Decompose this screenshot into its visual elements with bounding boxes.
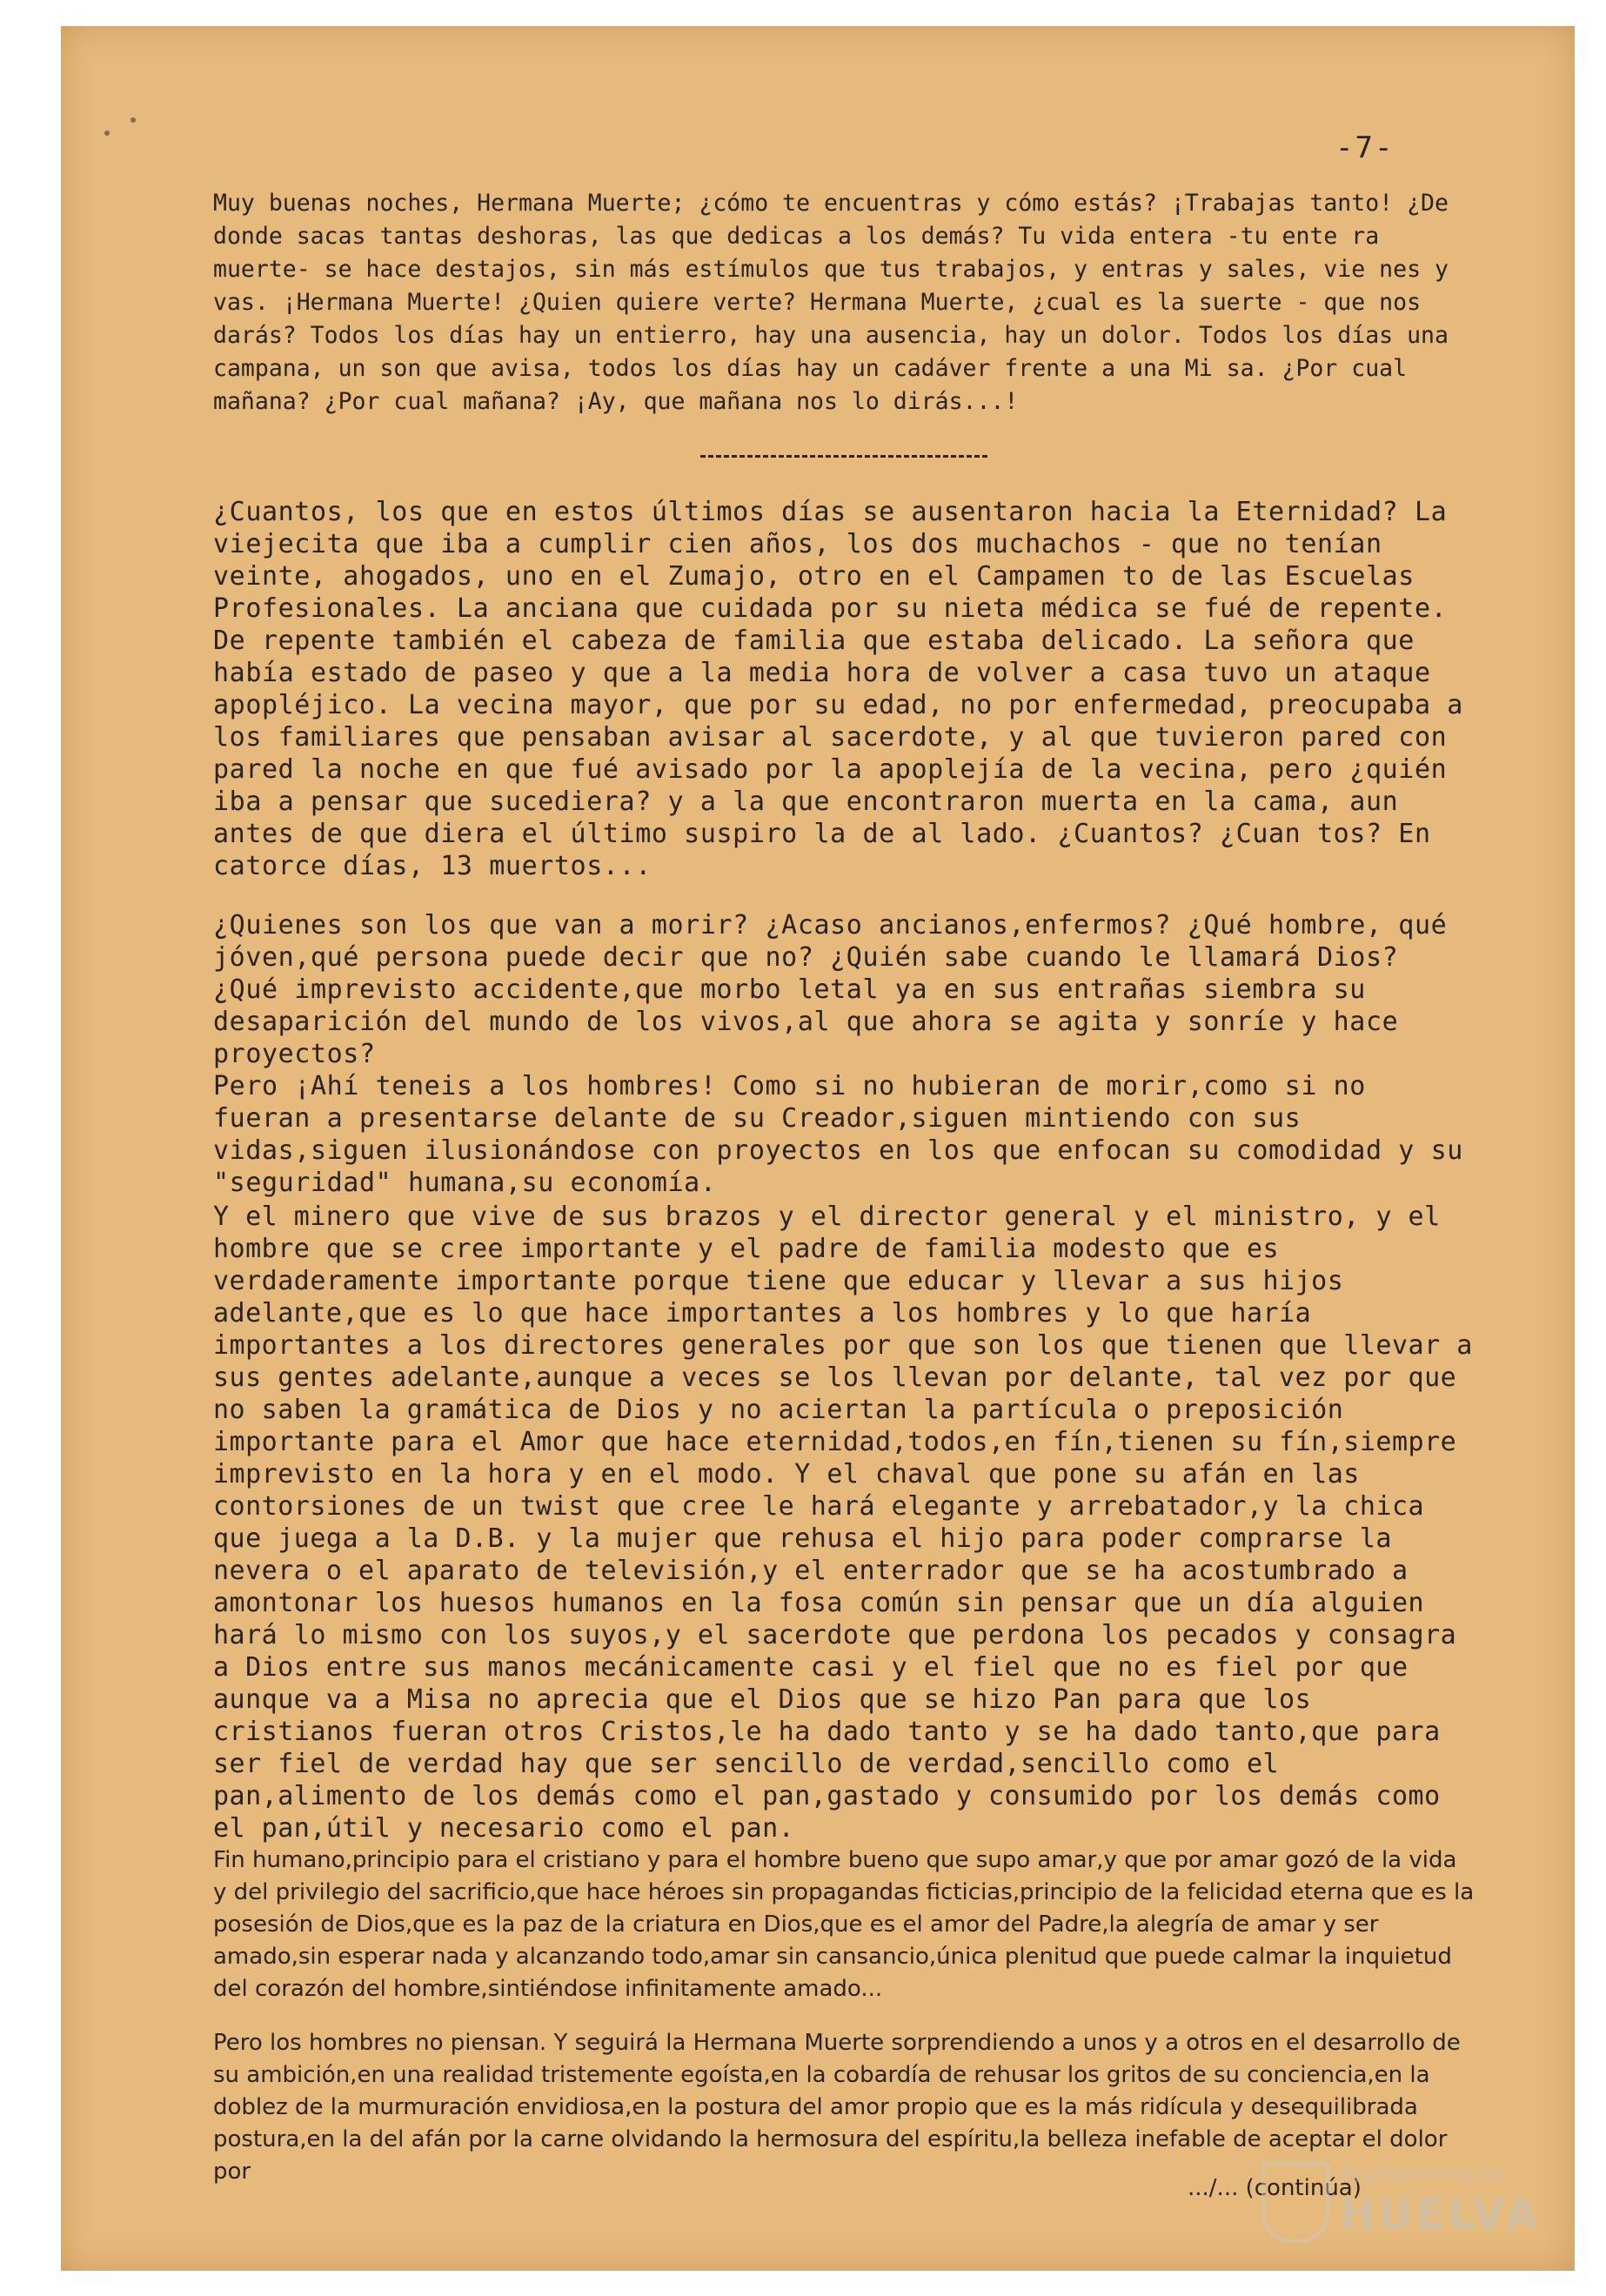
page-number: -7- xyxy=(1335,131,1395,165)
watermark-line1: Ayuntamiento de xyxy=(1340,2164,1504,2186)
continuation-note: .../... (continúa) xyxy=(1188,2175,1362,2201)
paragraph-6: Fin humano,principio para el cristiano y para el hombre bueno que supo amar,y que por amar gozó de la vida y del privilegio del sacrificio,que hace héroes sin propagandas ficticias,principio de la felicidad eterna que es la posesión de Dios,que es la paz de la criatura en Dios,que es el amor del Padre,la alegría de amar y ser amado,sin esperar nada y alcanzando todo,amar sin cansancio,única plenitud que puede calmar la inquietud del corazón del hombre,sintiéndose infinitamente amado... xyxy=(213,1847,1475,2002)
paragraph-4: Pero ¡Ahí teneis a los hombres! Como si no hubieran de morir,como si no fueran a presentarse delante de su Creador,siguen mintiendo con sus vidas,siguen ilusionándose con proyectos en los que enfocan su comodidad y su "seguridad" humana,su economía. xyxy=(213,1071,1463,1198)
paragraph-1: Muy buenas noches, Hermana Muerte; ¿cómo te encuentras y cómo estás? ¡Trabajas tanto! ¿De donde sacas tantas deshoras, las que dedicas a los demás? Tu vida entera -tu ente ra muerte- se hace destajos, sin más estímulos que tus trabajos, y entras y sales, vie nes y vas. ¡Hermana Muerte! ¿Quien quiere verte? Hermana Muerte, ¿cual es la suerte - que nos darás? Todos los días hay un entierro, hay una ausencia, hay un dolor. Todos los días una campana, un son que avisa, todos los días hay un cadáver frente a una Mi sa. ¿Por cual mañana? ¿Por cual mañana? ¡Ay, que mañana nos lo dirás...! xyxy=(213,190,1449,415)
watermark-line2: HUELVA xyxy=(1340,2190,1541,2239)
watermark-logo xyxy=(1261,2153,1549,2249)
ink-speck xyxy=(104,131,110,136)
section-divider xyxy=(700,455,987,458)
paragraph-3: ¿Quienes son los que van a morir? ¿Acaso ancianos,enfermos? ¿Qué hombre, qué jóven,qué persona puede decir que no? ¿Quién sabe cuando le llamará Dios? ¿Qué imprevisto accidente,que morbo letal ya en sus entrañas siembra su desaparición del mundo de los vivos,al que ahora se agita y sonríe y hace proyectos? xyxy=(213,910,1448,1069)
ink-speck xyxy=(130,117,136,123)
paragraph-2: ¿Cuantos, los que en estos últimos días se ausentaron hacia la Eternidad? La viejecita que iba a cumplir cien años, los dos muchachos - que no tenían veinte, ahogados, uno en el Zumajo, otro en el Campamen to de las Escuelas Profesionales. La anciana que cuidada por su nieta médica se fué de repente. De repente también el cabeza de familia que estaba delicado. La señora que había estado de paseo y que a la media hora de volver a casa tuvo un ataque apopléjico. La vecina mayor, que por su edad, no por enfermedad, preocupaba a los familiares que pensaban avisar al sacerdote, y al que tuvieron pared con pared la noche en que fué avisado por la apoplejía de la vecina, pero ¿quién iba a pensar que sucediera? y a la que encontraron muerta en la cama, aun antes de que diera el último suspiro la de al lado. ¿Cuantos? ¿Cuan tos? En catorce días, 13 muertos... xyxy=(213,497,1463,881)
paragraph-7: Pero los hombres no piensan. Y seguirá la Hermana Muerte sorprendiendo a unos y a otros en el desarrollo de su ambición,en una realidad tristemente egoísta,en la cobardía de rehusar los gritos de su conciencia,en la doblez de la murmuración envidiosa,en la postura del amor propio que es la más ridícula y desequilibrada postura,en la del afán por la carne olvidando la hermosura del espíritu,la belleza inefable de aceptar el dolor por xyxy=(213,2030,1461,2185)
paragraph-5: Y el minero que vive de sus brazos y el director general y el ministro, y el hombre que se cree importante y el padre de familia modesto que es verdaderamente importante porque tiene que educar y llevar a sus hijos adelante,que es lo que hace importantes a los hombres y lo que haría importantes a los directores generales por que son los que tienen que llevar a sus gentes adelante,aunque a veces se los llevan por delante, tal vez por que no saben la gramática de Dios y no aciertan la partícula o preposición importante para el Amor que hace eternidad,todos,en fín,tienen su fín,siempre imprevisto en la hora y en el modo. Y el chaval que pone su afán en las contorsiones de un twist que cree le hará elegante y arrebatador,y la chica que juega a la D.B. y la mujer que rehusa el hijo para poder comprarse la nevera o el aparato de televisión,y el enterrador que se ha acostumbrado a amontonar los huesos humanos en la fosa común sin pensar que un día alguien hará lo mismo con los suyos,y el sacerdote que perdona los pecados y consagra a Dios entre sus manos mecánicamente casi y el fiel que no es fiel por que aunque va a Misa no aprecia que el Dios que se hizo Pan para que los cristianos fueran otros Cristos,le ha dado tanto y se ha dado tanto,que para ser fiel de verdad hay que ser sencillo de verdad,sencillo como el pan,alimento de los demás como el pan,gastado y consumido por los demás como el pan,útil y necesario como el pan. xyxy=(213,1202,1473,1844)
shield-icon xyxy=(1261,2162,1329,2243)
